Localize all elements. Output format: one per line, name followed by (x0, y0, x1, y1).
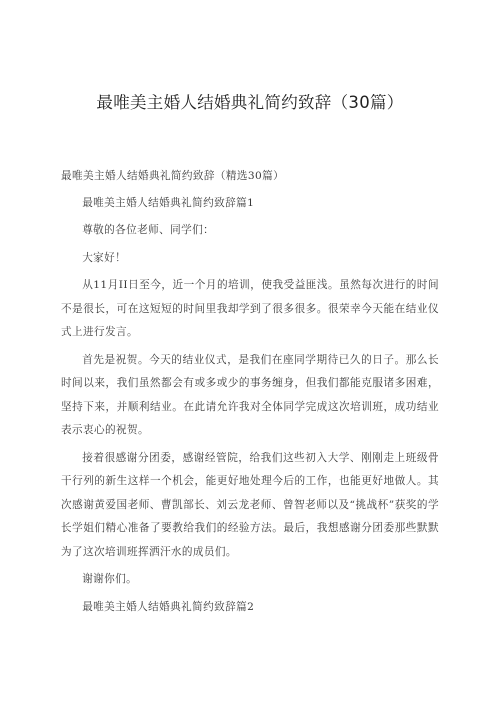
lead-line: 最唯美主婚人结婚典礼简约致辞（精选30篇） (61, 170, 285, 182)
paragraph-1: 从11月II日至今，近一个月的培训，使我受益匪浅。虽然每次进行的时间不是很长，可在这短短的时间里我却学到了很多很多。很荣幸今天能在结业仪式上进行发言。 (61, 279, 439, 338)
section-heading-1: 最唯美主婚人结婚典礼简约致辞篇1 (82, 196, 255, 209)
paragraph-2: 首先是祝贺。今天的结业仪式，是我们在座同学期待已久的日子。那么长时间以来，我们虽然都会有或多或少的事务缠身，但我们都能克服诸多困难，坚持下来，并顺利结业。在此请允许我对全体同学完成这次培训班，成功结业表示衷心的祝贺。 (61, 353, 439, 436)
greeting: 大家好！ (82, 251, 127, 264)
section-heading-2: 最唯美主婚人结婚典礼简约致辞篇2 (82, 600, 255, 613)
document-body (61, 165, 439, 619)
document-title: 最唯美主婚人结婚典礼简约致辞（30篇） (96, 93, 404, 112)
salutation: 尊敬的各位老师、同学们： (82, 224, 215, 236)
thanks-line: 谢谢你们。 (82, 573, 138, 585)
paragraph-3: 接着很感谢分团委，感谢经管院，给我们这些初入大学、刚刚走上班级骨干行列的新生这样一个机会，能更好地处理今后的工作，也能更好地做人。其次感谢黄爱国老师、曹凯部长、刘云龙老师、曾智老师以及“挑战杯”获奖的学长学姐们精心准备了要教给我们的经验方法。最后，我想感谢分团委那些默默为了这次培训班挥洒汗水的成员们。 (61, 451, 439, 558)
